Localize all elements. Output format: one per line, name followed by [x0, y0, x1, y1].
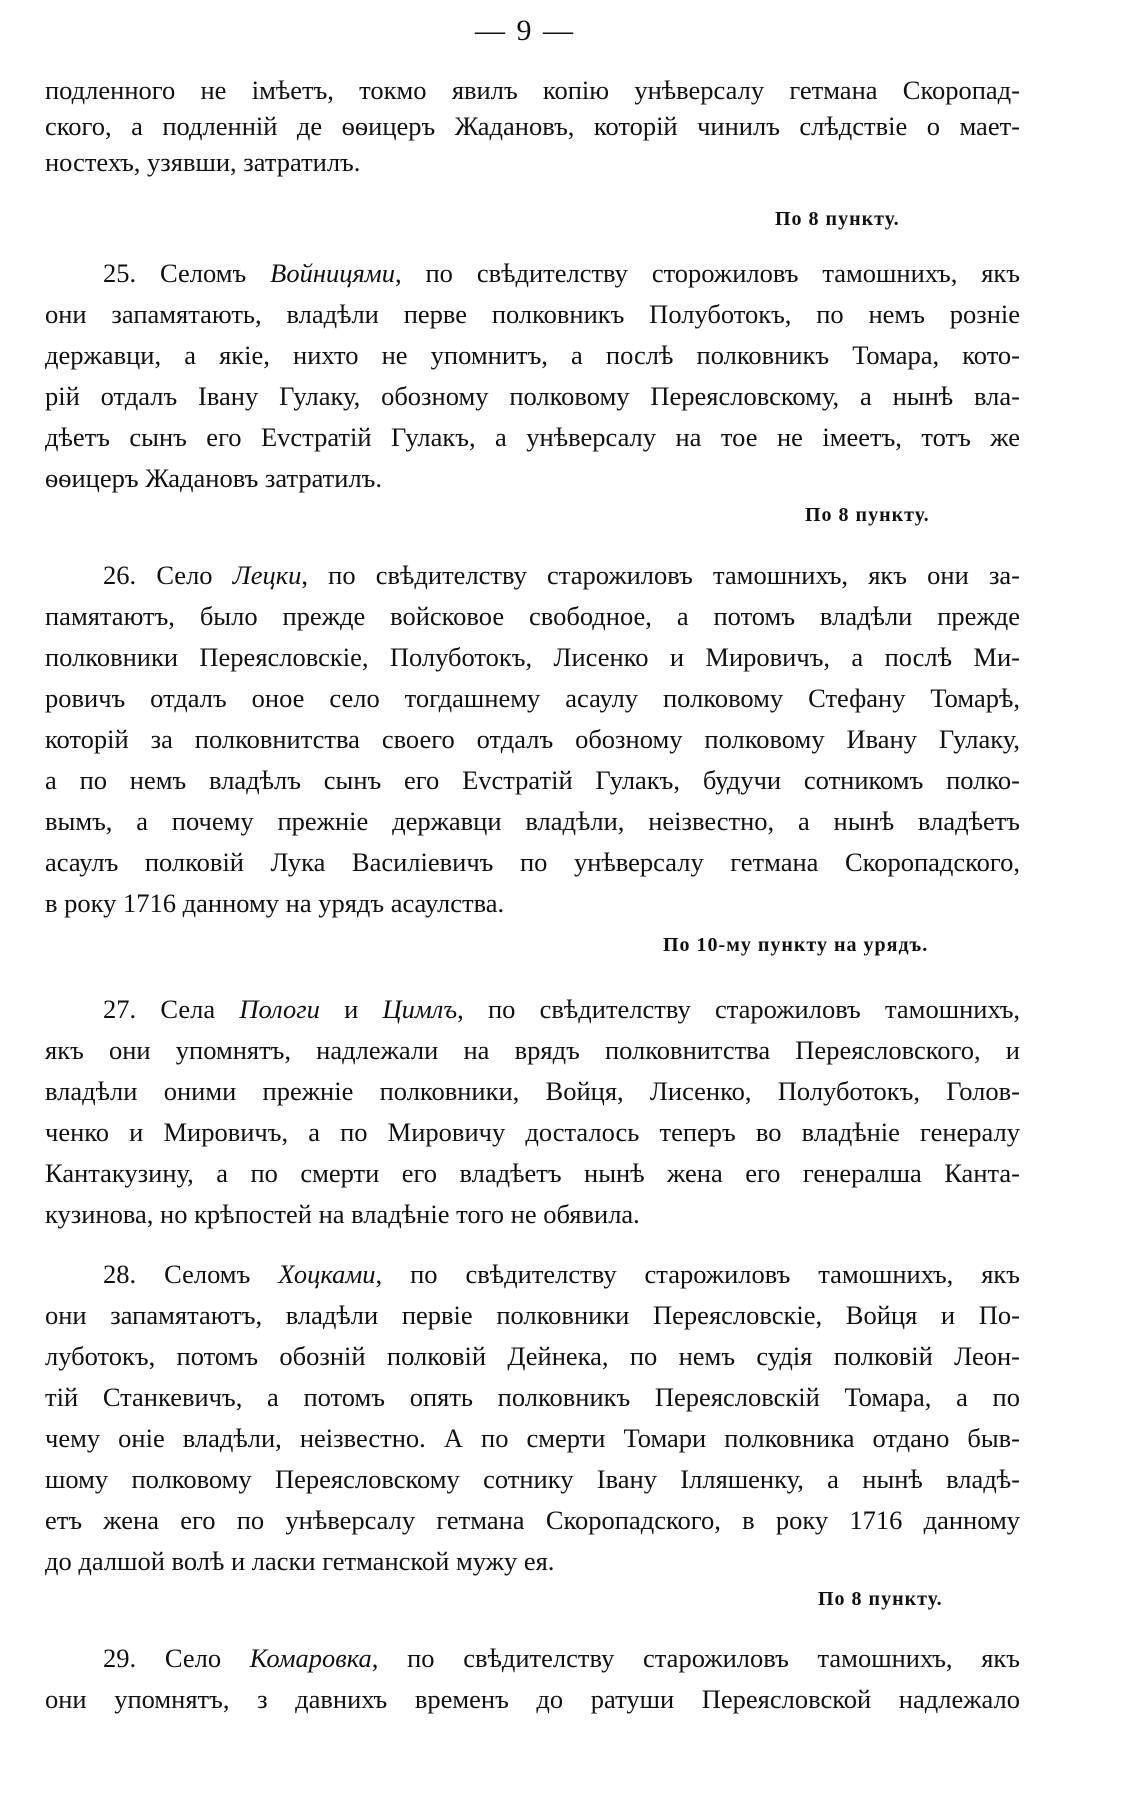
text-line: подленного не імѣетъ, токмо явилъ копію унѣверсалу гетмана Скоропад-: [45, 75, 1020, 105]
text-line: они упомнятъ, з давнихъ временъ до ратуши Переясловской надлежало: [45, 1684, 1020, 1714]
text-line: якъ они упомнятъ, надлежали на врядъ полковнитства Переясловского, и: [45, 1035, 1020, 1065]
marginal-note: По 8 пункту.: [775, 208, 900, 230]
text-line: памятаютъ, было прежде войсковое свободное, а потомъ владѣли прежде: [45, 601, 1020, 631]
text-line: державци, а якіе, нихто не упомнитъ, а послѣ полковникъ Томара, кото-: [45, 340, 1020, 370]
marginal-note: По 10-му пункту на урядъ.: [663, 934, 929, 956]
text-line: асаулъ полковій Лука Василіевичъ по унѣверсалу гетмана Скоропадского,: [45, 847, 1020, 877]
text-line: тій Станкевичъ, а потомъ опять полковникъ Переясловскій Томара, а по: [45, 1382, 1020, 1412]
village-name: Пологи: [239, 994, 320, 1024]
entry-rest: , по свѣдителству старожиловъ тамошнихъ, якъ они за-: [301, 560, 1020, 590]
village-name: Войницями: [270, 258, 395, 288]
text-line: а по немъ владѣлъ сынъ его Еvстратій Гулакъ, будучи сотникомъ полко-: [45, 765, 1020, 795]
text-line: Кантакузину, а по смерти его владѣетъ нынѣ жена его генералша Канта-: [45, 1158, 1020, 1188]
text-line: рій отдалъ Івану Гулаку, обозному полковому Переясловскому, а нынѣ вла-: [45, 381, 1020, 411]
entry-number: 26.: [103, 560, 137, 590]
entry-first-line: [103, 1640, 1020, 1676]
text-line: ровичъ отдалъ оное село тогдашнему асаулу полковому Стефану Томарѣ,: [45, 683, 1020, 713]
entry-prefix: Села: [160, 994, 216, 1024]
marginal-note: По 8 пункту.: [818, 1588, 943, 1610]
entry-number: 29.: [103, 1643, 137, 1673]
text-line: ѳѳицеръ Жадановъ затратилъ.: [45, 463, 382, 493]
entry-first-line: [103, 991, 1020, 1027]
text-line: владѣли оними прежніе полковники, Войця, Лисенко, Полуботокъ, Голов-: [45, 1076, 1020, 1106]
marginal-note: По 8 пункту.: [805, 504, 930, 526]
entry-rest: , по свѣдителству сторожиловъ тамошнихъ, якъ: [394, 258, 1020, 288]
entry-prefix: Селомъ: [160, 258, 247, 288]
text-line: шому полковому Переясловскому сотнику Івану Ілляшенку, а нынѣ владѣ-: [45, 1464, 1020, 1494]
text-line: кузинова, но крѣпостей на владѣніе того не обявила.: [45, 1199, 640, 1229]
village-name: Комаровка: [249, 1643, 372, 1673]
entry-first-line: [103, 557, 1020, 593]
text-line: ченко и Мировичъ, а по Мировичу досталось теперъ во владѣніе генералу: [45, 1117, 1020, 1147]
entry-number: 27.: [103, 994, 137, 1024]
entry-conjunction: и: [319, 994, 383, 1024]
text-line: ностехъ, узявши, затратилъ.: [45, 147, 361, 177]
entry-number: 25.: [103, 258, 137, 288]
text-line: до далшой волѣ и ласки гетманской мужу ея.: [45, 1546, 555, 1576]
text-line: полковники Переясловскіе, Полуботокъ, Лисенко и Мировичъ, а послѣ Ми-: [45, 642, 1020, 672]
text-line: они запамятають, владѣли перве полковникъ Полуботокъ, по немъ розніе: [45, 299, 1020, 329]
text-line: ского, а подленній де ѳѳицеръ Жадановъ, которій чинилъ слѣдствіе о мает-: [45, 111, 1020, 141]
text-line: в року 1716 данному на урядъ асаулства.: [45, 888, 505, 918]
entry-rest: , по свѣдителству старожиловъ тамошнихъ, якъ: [371, 1643, 1020, 1673]
village-name-2: Цимлъ: [382, 994, 458, 1024]
entry-prefix: Село: [164, 1643, 222, 1673]
village-name: Хоцками: [278, 1259, 376, 1289]
text-line: дѣетъ сынъ его Еvстратій Гулакъ, а унѣверсалу на тое не імеетъ, тотъ же: [45, 422, 1020, 452]
entry-first-line: [103, 1256, 1020, 1292]
text-line: которій за полковнитства своего отдалъ обозному полковому Ивану Гулаку,: [45, 724, 1020, 754]
entry-prefix: Селомъ: [164, 1259, 251, 1289]
entry-rest: , по свѣдителству старожиловъ тамошнихъ,: [457, 994, 1020, 1024]
page-number: — 9 —: [475, 14, 575, 47]
text-line: луботокъ, потомъ обозній полковій Дейнека, по немъ судія полковій Леон-: [45, 1341, 1020, 1371]
entry-first-line: [103, 255, 1020, 291]
entry-prefix: Село: [156, 560, 213, 590]
entry-rest: , по свѣдителству старожиловъ тамошнихъ, якъ: [375, 1259, 1020, 1289]
village-name: Лецки: [232, 560, 302, 590]
text-line: вымъ, а почему прежніе державци владѣли, неізвестно, а нынѣ владѣетъ: [45, 806, 1020, 836]
text-line: чему оніе владѣли, неізвестно. А по смерти Томари полковника отдано быв-: [45, 1423, 1020, 1453]
text-line: етъ жена его по унѣверсалу гетмана Скоропадского, в року 1716 данному: [45, 1505, 1020, 1535]
text-line: они запамятаютъ, владѣли первіе полковники Переясловскіе, Войця и По-: [45, 1300, 1020, 1330]
entry-number: 28.: [103, 1259, 137, 1289]
